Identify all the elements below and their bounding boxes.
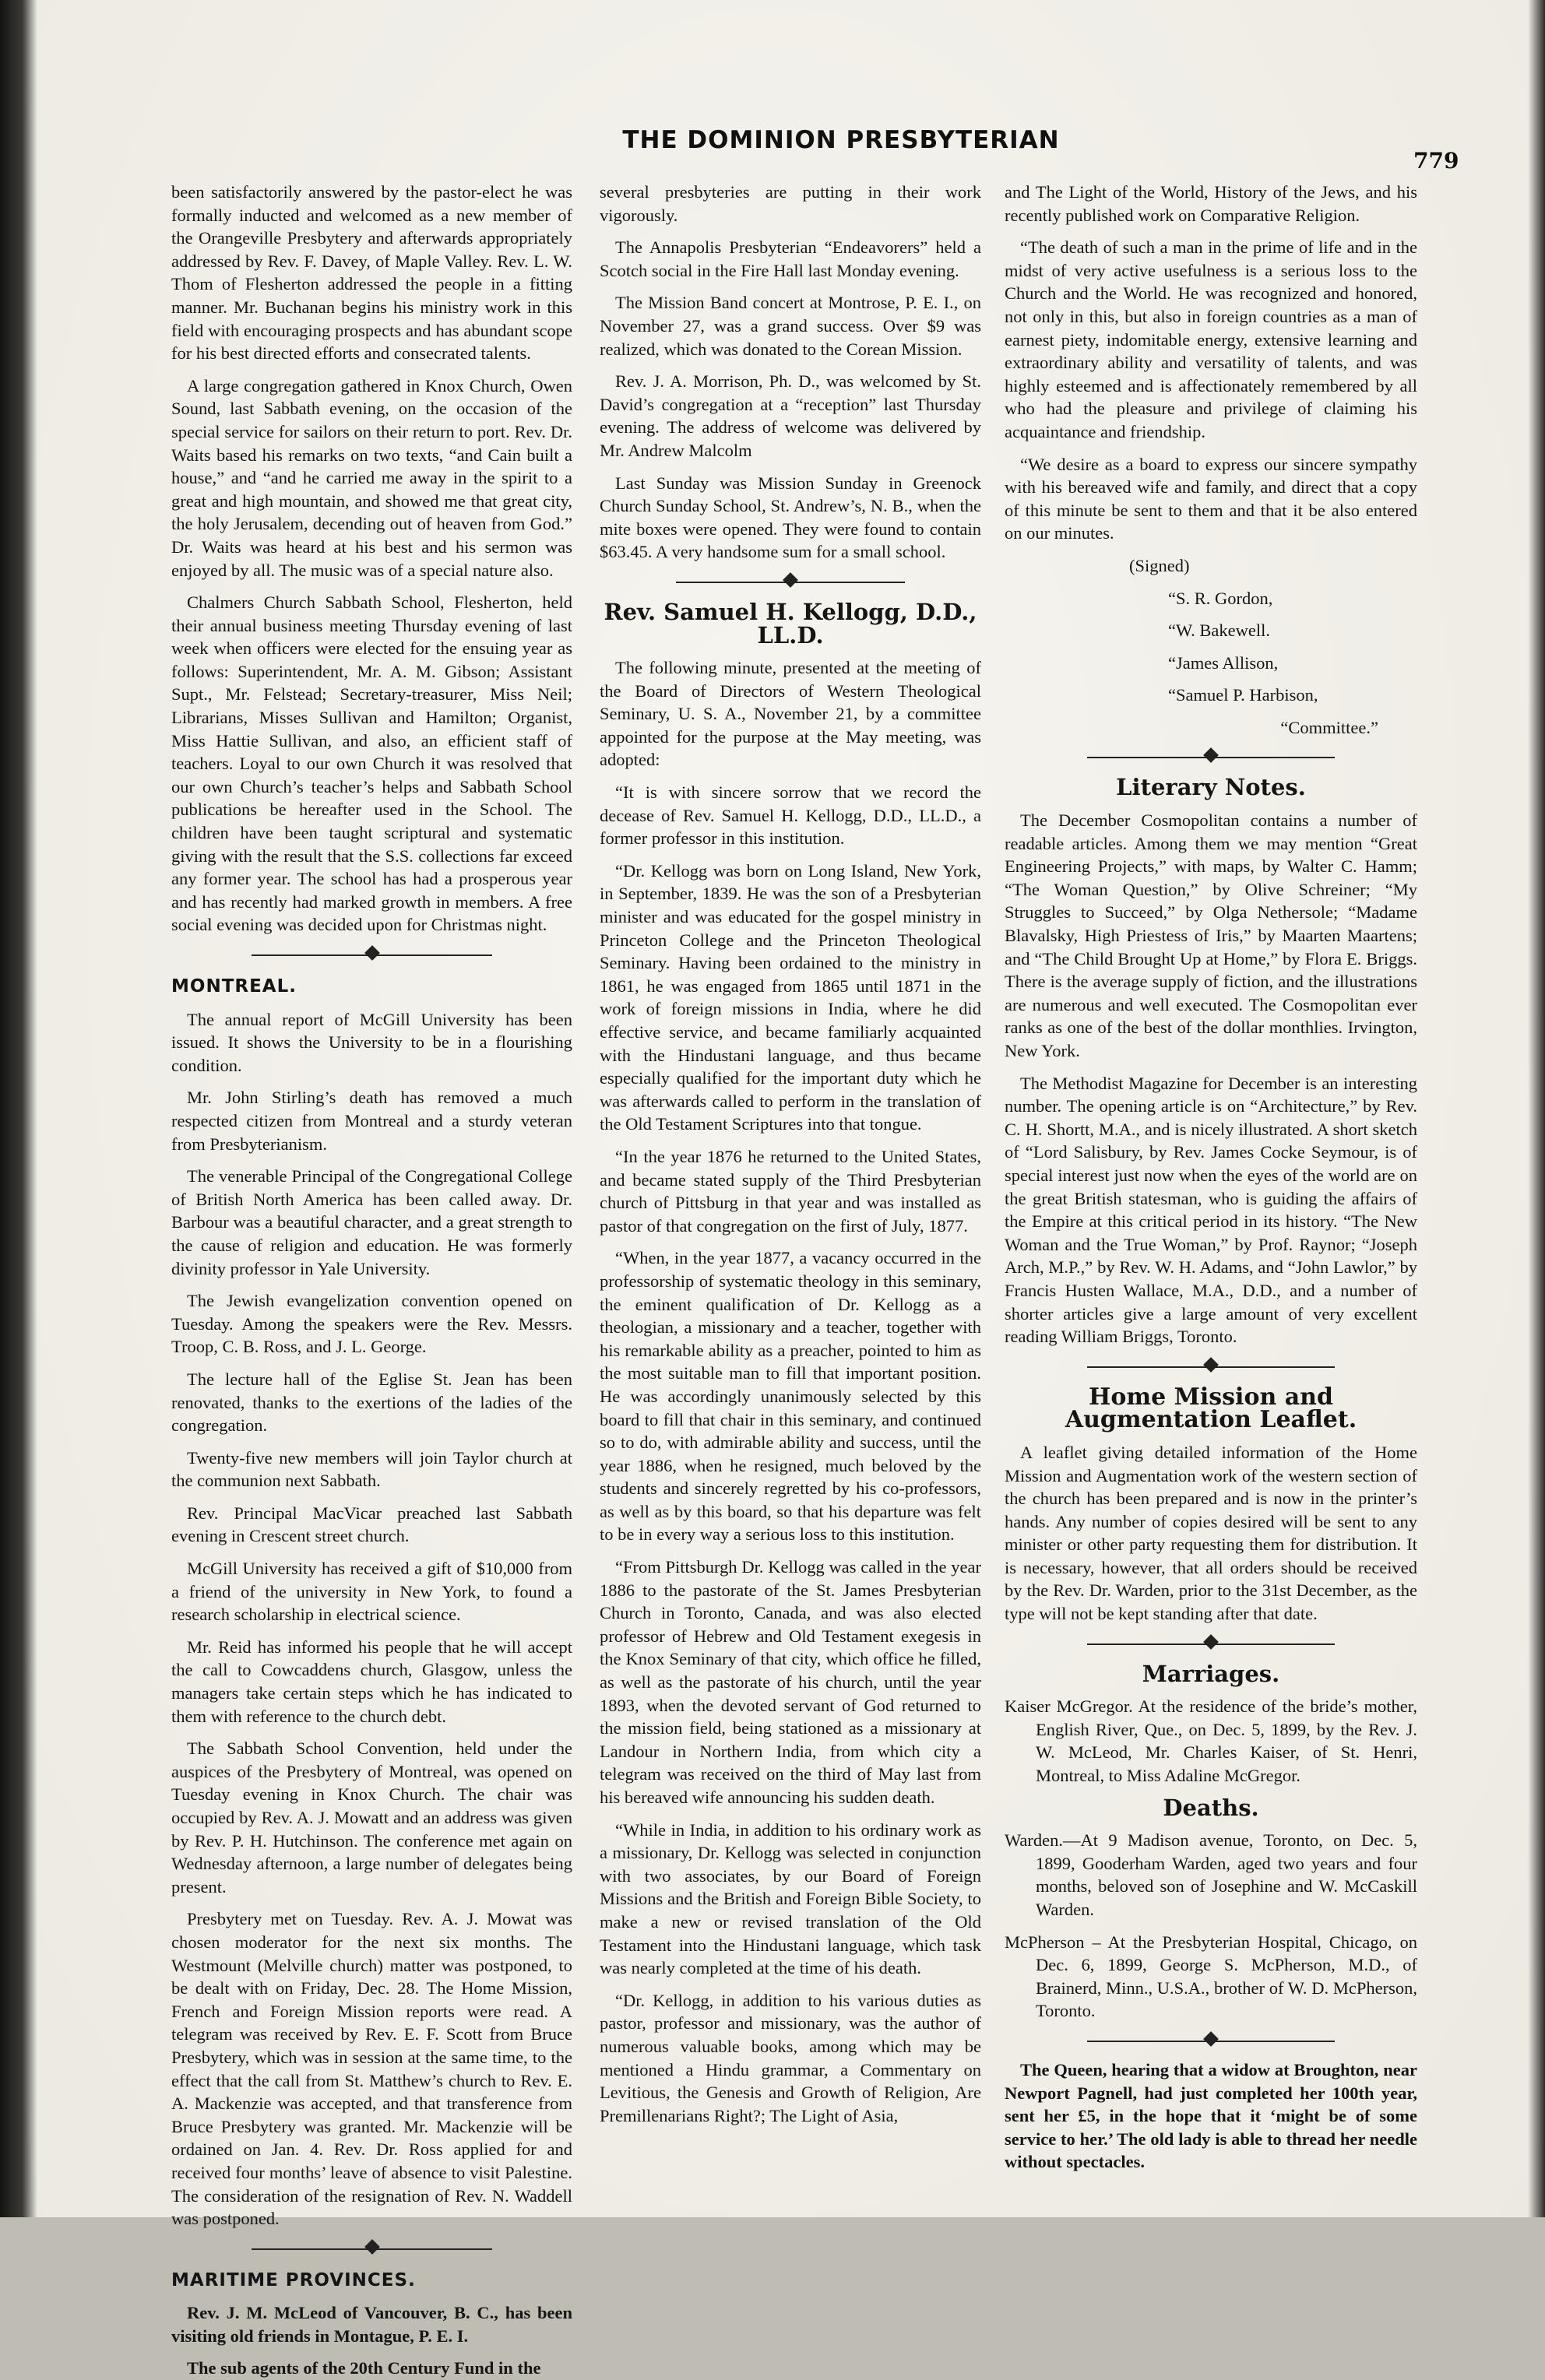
paragraph: The lecture hall of the Eglise St. Jean has been renovated, thanks to the exertions of the ladies of the congregation. bbox=[171, 1369, 572, 1436]
paragraph: been satisfactorily answered by the pastor-elect he was formally inducted and welcomed as a new member of the Orangeville Presbytery and afterwards appropriately addressed by Rev. F. Davey, of Maple Valley. Rev. L. W. Thom of Flesherton addressed the people in a fitting manner. Mr. Buchanan begins his ministry work in this field with encouraging prospects and has abundant scope for his best directed efforts and consecrated talents. bbox=[171, 182, 572, 364]
notice-entry: Warden.—At 9 Madison avenue, Toronto, on Dec. 5, 1899, Gooderham Warden, aged two years and four months, beloved son of Josephine and W. McCaskill Warden. bbox=[1005, 1830, 1417, 1919]
running-head-title: THE DOMINION PRESBYTERIAN bbox=[622, 126, 1060, 154]
paragraph: The Queen, hearing that a widow at Broughton, near Newport Pagnell, had just completed her 100th year, sent her £5, in the hope that it ‘might be of some service to her.’ The old lady is able to thread her needle without spectacles. bbox=[1005, 2059, 1417, 2172]
paragraph: “From Pittsburgh Dr. Kellogg was called in the year 1886 to the pastorate of the St. James Presbyterian Church in Toronto, Canada, and was also elected professor of Hebrew and Old Testament exegesis in the Knox Seminary of that city, which office he filled, as well as the pastorate of his church, until the year 1893, when the devoted servant of God returned to the mission field, being stationed as a missionary at Landour in Northern India, from which city a telegram was received on the third of May last from his bereaved wife announcing his sudden death. bbox=[600, 1557, 981, 1807]
paragraph: A large congregation gathered in Knox Church, Owen Sound, last Sabbath evening, on the occasion of the special service for sailors on their return to port. Rev. Dr. Waits based his remarks on two texts, “and Cain built a house,” and “and he carried me away in the spirit to a great and high mountain, and showed me that great city, the holy Jerusalem, decending out of heaven from God.” Dr. Waits was heard at his best and his sermon was enjoyed by all. The music was of a special nature also. bbox=[171, 375, 572, 580]
paragraph: McGill University has received a gift of $10,000 from a friend of the university in New York, to found a research scholarship in electrical science. bbox=[171, 1559, 572, 1625]
paragraph: The following minute, presented at the meeting of the Board of Directors of Western Theological Seminary, U. S. A., November 21, by a committee appointed for the purpose at the May meeting, was adopted: bbox=[600, 658, 981, 770]
article-heading-marriages: Marriages. bbox=[1142, 1660, 1280, 1687]
paragraph: The annual report of McGill University has been issued. It shows the University to be in a flourishing condition. bbox=[171, 1009, 572, 1075]
paragraph: Mr. John Stirling’s death has removed a much respected citizen from Montreal and a sturdy veteran from Presbyterianism. bbox=[171, 1088, 572, 1154]
section-heading-montreal: MONTREAL. bbox=[171, 976, 297, 997]
signatory: “Samuel P. Harbison, bbox=[1168, 685, 1318, 705]
paragraph: The December Cosmopolitan contains a number of readable articles. Among them we may mention “Great Engineering Projects,” with maps, by Walter C. Hamm; “The Woman Question,” by Olive Schreiner; “My Struggles to Succeed,” by Olga Nethersole; “Madame Blavalsky, High Priestess of Iris,” by Maarten Maartens; and “The Child Brought Up at Home,” by Flora E. Briggs. There is the average supply of fiction, and the illustrations are numerous and well executed. The Cosmopolitan ever ranks as one of the best of the dollar monthlies. Irvington, New York. bbox=[1005, 810, 1417, 1060]
signatory: “James Allison, bbox=[1168, 652, 1279, 673]
paragraph: “The death of such a man in the prime of life and in the midst of very active usefulness is a serious loss to the Church and the World. He was recognized and honored, not only in this, but also in foreign countries as a man of earnest piety, indomitable energy, extensive learning and extraordinary ability and versatility of talents, and was highly esteemed and is affectionately remembered by all who had the pleasure and privilege of claiming his acquaintance and friendship. bbox=[1005, 237, 1417, 441]
paragraph: Presbytery met on Tuesday. Rev. A. J. Mowat was chosen moderator for the next six months. The Westmount (Melville church) matter was postponed, to be dealt with on Friday, Dec. 28. The Home Mission, French and Foreign Mission reports were read. A telegram was received by Rev. E. F. Scott from Bruce Presbytery, which was in session at the same time, to the effect that the call from St. Matthew’s church to Rev. E. A. Mackenzie was accepted, and that transference from Bruce Presbytery was granted. Mr. Mackenzie will be ordained on Jan. 4. Rev. Dr. Ross applied for and received four months’ leave of absence to visit Palestine. The consideration of the resignation of Rev. N. Waddell was postponed. bbox=[171, 1909, 572, 2229]
paragraph: “In the year 1876 he returned to the United States, and became stated supply of the Third Presbyterian church of Pittsburg in that year and was installed as pastor of that congregation on the first of July, 1877. bbox=[600, 1146, 981, 1236]
notice-entry: Kaiser McGregor. At the residence of the bride’s mother, English River, Que., on Dec. 5, 1899, by the Rev. J. W. McLeod, Mr. Charles Kaiser, of St. Henri, Montreal, to Miss Adaline McGregor. bbox=[1005, 1696, 1417, 1786]
section-divider bbox=[1005, 748, 1417, 767]
paragraph: “Dr. Kellogg was born on Long Island, New York, in September, 1839. He was the son of a Presbyterian minister and was educated for the gospel ministry in Princeton College and the Princeton Theological Seminary. Having been ordained to the ministry in 1861, he was engaged from 1865 until 1871 in the work of foreign missions in India, where he did effective service, and became familiarly acquainted with the Hindustani language, and thus became especially qualified for the important duty which he was afterwards called to perform in the translation of the Old Testament Scriptures into that tongue. bbox=[600, 860, 981, 1134]
column-1 bbox=[171, 181, 572, 2378]
page-number: 779 bbox=[1413, 148, 1459, 174]
section-divider bbox=[600, 573, 981, 592]
article-heading-literary: Literary Notes. bbox=[1116, 774, 1306, 801]
scan-right-edge bbox=[1528, 0, 1545, 2217]
section-divider bbox=[171, 946, 572, 965]
signatory: “S. R. Gordon, bbox=[1168, 588, 1273, 608]
article-heading-home-mission: Home Mission and Augmentation Leaflet. bbox=[1065, 1383, 1357, 1434]
paragraph: several presbyteries are putting in their work vigorously. bbox=[600, 182, 981, 225]
paragraph: “It is with sincere sorrow that we record the decease of Rev. Samuel H. Kellogg, D.D., LL.D., a former professor in this institution. bbox=[600, 782, 981, 849]
article-heading-deaths: Deaths. bbox=[1163, 1794, 1259, 1821]
paragraph: The venerable Principal of the Congregational College of British North America has been called away. Dr. Barbour was a beautiful character, and a great strength to the cause of religion and education. He was formerly divinity professor in Yale University. bbox=[171, 1166, 572, 1278]
paragraph: The Mission Band concert at Montrose, P. E. I., on November 27, was a grand success. Over $9 was realized, which was donated to the Corean Mission. bbox=[600, 293, 981, 359]
committee-signoff: “Committee.” bbox=[1280, 717, 1378, 737]
paragraph: “While in India, in addition to his ordinary work as a missionary, Dr. Kellogg was selected in conjunction with two associates, by our Board of Foreign Missions and the British and Foreign Bible Society, to make a new or revised translation of the Old Testament into the Hindustani language, which task was nearly completed at the time of his death. bbox=[600, 1819, 981, 1978]
paragraph: Rev. J. A. Morrison, Ph. D., was welcomed by St. David’s congregation at a “reception” last Thursday evening. The address of welcome was delivered by Mr. Andrew Malcolm bbox=[600, 371, 981, 460]
column-2 bbox=[600, 181, 981, 2127]
paragraph: “Dr. Kellogg, in addition to his various duties as pastor, professor and missionary, was the author of numerous valuable books, among which may be mentioned a Hindu grammar, a Commentary on Levitious, the Genesis and Growth of Religion, Are Premillenarians Right?; The Light of Asia, bbox=[600, 1990, 981, 2125]
scan-left-edge bbox=[0, 0, 37, 2217]
paragraph: The Jewish evangelization convention opened on Tuesday. Among the speakers were the Rev. Messrs. Troop, C. B. Ross, and J. L. George. bbox=[171, 1291, 572, 1357]
signatory: “W. Bakewell. bbox=[1168, 620, 1271, 641]
section-divider bbox=[1005, 2032, 1417, 2051]
paragraph: Rev. J. M. McLeod of Vancouver, B. C., has been visiting old friends in Montague, P. E. I. bbox=[171, 2303, 572, 2346]
article-heading-kellogg: Rev. Samuel H. Kellogg, D.D., LL.D. bbox=[604, 598, 977, 649]
paragraph: The Sabbath School Convention, held under the auspices of the Presbytery of Montreal, was opened on Tuesday evening in Knox Church. The chair was occupied by Rev. A. J. Mowatt and an address was given by Rev. P. H. Hutchinson. The conference met again on Wednesday afternoon, a large number of delegates being present. bbox=[171, 1738, 572, 1897]
paragraph: Rev. Principal MacVicar preached last Sabbath evening in Crescent street church. bbox=[171, 1503, 572, 1546]
notice-entry: McPherson – At the Presbyterian Hospital, Chicago, on Dec. 6, 1899, George S. McPherson, M.D., of Brainerd, Minn., U.S.A., brother of W. D. McPherson, Toronto. bbox=[1005, 1932, 1417, 2021]
section-divider bbox=[171, 2240, 572, 2259]
paragraph: Last Sunday was Mission Sunday in Greenock Church Sunday School, St. Andrew’s, N. B., when the mite boxes were opened. They were found to contain $63.45. A very handsome sum for a small school. bbox=[600, 473, 981, 562]
paragraph: Mr. Reid has informed his people that he will accept the call to Cowcaddens church, Glasgow, unless the managers take certain steps which he has indicated to them with reference to the church debt. bbox=[171, 1636, 572, 1726]
paragraph: The sub agents of the 20th Century Fund in the bbox=[187, 2358, 541, 2378]
signed-label: (Signed) bbox=[1129, 555, 1190, 575]
paragraph: The Methodist Magazine for December is an interesting number. The opening article is on “Architecture,” by Rev. C. H. Shortt, M.A., and is nicely illustrated. A short sketch of “Lord Salisbury, by Rev. James Cocke Seymour, is of special interest just now when the eyes of the world are on the great British statesman, who is guiding the affairs of the Empire at this critical period in its history. “The New Woman and the True Woman,” by Prof. Raynor; “Joseph Arch, M.P.,” by Rev. W. H. Adams, and “John Lawlor,” by Francis Husten Wallace, M.A., D.D., and a number of shorter articles give a large amount of very excellent reading William Briggs, Toronto. bbox=[1005, 1073, 1417, 1347]
paragraph: Twenty-five new members will join Taylor church at the communion next Sabbath. bbox=[171, 1447, 572, 1491]
paragraph: “We desire as a board to express our sincere sympathy with his bereaved wife and family, and direct that a copy of this minute be sent to them and that it be also entered on our minutes. bbox=[1005, 454, 1417, 543]
paragraph: Chalmers Church Sabbath School, Flesherton, held their annual business meeting Thursday evening of last week when officers were elected for the ensuing year as follows: Superintendent, Mr. A. M. Gibson; Assistant Supt., Mr. Felstead; Secretary-treasurer, Miss Neil; Librarians, Misses Sullivan and Hamilton; Organist, Miss Hattie Sullivan, and also, an efficient staff of teachers. Loyal to our own Church it was resolved that our own Church’s teacher’s helps and Sabbath School publications be hereafter used in the School. The children have been taught scriptural and systematic giving with the result that the S.S. collections far exceed any former year. The school has had a prosperous year and has recently had marked growth in members. A free social evening was decided upon for Christmas night. bbox=[171, 592, 572, 935]
section-divider bbox=[1005, 1635, 1417, 1654]
section-divider bbox=[1005, 1358, 1417, 1376]
section-heading-maritime: MARITIME PROVINCES. bbox=[171, 2269, 416, 2290]
paragraph: and The Light of the World, History of the Jews, and his recently published work on Comparative Religion. bbox=[1005, 182, 1417, 225]
paragraph: “When, in the year 1877, a vacancy occurred in the professorship of systematic theology in this seminary, the eminent qualification of Dr. Kellogg as a theologian, a missionary and a teacher, together with his remarkable ability as a preacher, pointed to him as the most suitable man to fill that important position. He was accordingly unanimously selected by this board to fill that chair in this seminary, and continued so to do, with admirable ability and success, until the year 1886, when he resigned, much beloved by the students and sincerely regretted by his co-professors, as well as by this board, so that his departure was felt to be in every way a serious loss to this institution. bbox=[600, 1248, 981, 1545]
column-3 bbox=[1005, 181, 1417, 2172]
paragraph: The Annapolis Presbyterian “Endeavorers” held a Scotch social in the Fire Hall last Monday evening. bbox=[600, 237, 981, 280]
paragraph: A leaflet giving detailed information of the Home Mission and Augmentation work of the western section of the church has been prepared and is now in the printer’s hands. Any number of copies desired will be sent to any minister or other party requesting them for distribution. It is necessary, however, that all orders should be received by the Rev. Dr. Warden, prior to the 31st December, as the type will not be kept standing after that date. bbox=[1005, 1442, 1417, 1624]
